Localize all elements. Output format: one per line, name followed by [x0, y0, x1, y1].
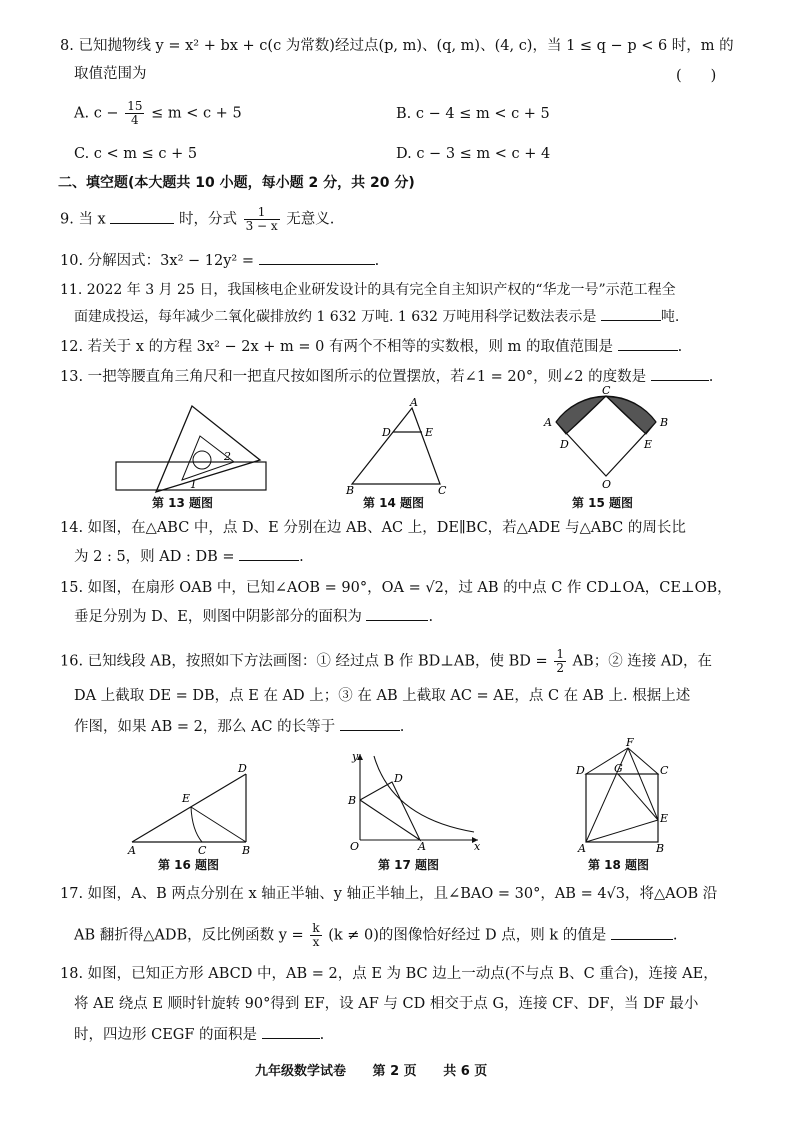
figure-16	[124, 760, 260, 857]
fig16-segment-eb	[191, 807, 246, 842]
q16-half-denominator: 2	[556, 661, 564, 675]
q8-option-a-fraction	[125, 100, 144, 127]
q17-line1: 17. 如图，A、B 两点分别在 x 轴正半轴、y 轴正半轴上，且∠BAO = 30°，AB = 4√3，将△AOB 沿	[60, 886, 718, 902]
fig18-label-g: G	[614, 762, 623, 775]
section-2-header: 二、填空题(本大题共 10 小题，每小题 2 分，共 20 分)	[58, 175, 415, 191]
q9-numerator: 1	[244, 206, 280, 220]
figure-14	[344, 396, 454, 497]
fig15-label-c: C	[602, 384, 611, 397]
q9-denominator: 3 − x	[245, 219, 278, 233]
q17-k-numerator: k	[312, 921, 320, 935]
fig18-label-b: B	[656, 842, 665, 855]
fig16-label-d: D	[238, 762, 247, 775]
fig18-label-d: D	[576, 764, 585, 777]
q16-line1a: 16. 已知线段 AB，按照如下方法画图：① 经过点 B 作 BD⊥AB，使 BD =	[60, 653, 548, 670]
q8-option-b: B. c − 4 ≤ m < c + 5	[396, 106, 550, 122]
q14-line2-text: 为 2 : 5，则 AD : DB =	[74, 549, 235, 565]
q17-k-fraction	[310, 922, 321, 949]
q17-line2	[74, 922, 677, 949]
fig15-label-a: A	[544, 416, 552, 429]
fig15-label-e: E	[644, 438, 653, 451]
fig16-label-b: B	[242, 844, 251, 857]
q11-line2	[74, 306, 679, 327]
q9-suffix: 无意义.	[286, 211, 335, 228]
fig17-caption: 第 17 题图	[378, 858, 440, 872]
q15-answer-blank[interactable]	[366, 606, 428, 621]
q11-answer-blank[interactable]	[601, 306, 661, 321]
q14-line1: 14. 如图，在△ABC 中，点 D、E 分别在边 AB、AC 上，DE∥BC，若△ADE 与△ABC 的周长比	[60, 520, 686, 536]
q14-answer-blank[interactable]	[239, 546, 299, 561]
fig16-arc-ec	[191, 807, 202, 842]
q12-answer-blank[interactable]	[618, 336, 678, 351]
q18-line3-text: 时，四边形 CEGF 的面积是	[74, 1027, 258, 1043]
q16-line3-text: 作图，如果 AB = 2，那么 AC 的长等于	[74, 719, 336, 735]
q10-text: 10. 分解因式：3x² − 12y² =	[60, 253, 254, 269]
fig15-label-d: D	[560, 438, 569, 451]
q15-line2-text: 垂足分别为 D、E，则图中阴影部分的面积为	[74, 609, 362, 625]
q13	[60, 366, 713, 387]
q12	[60, 336, 682, 357]
fig16-caption: 第 16 题图	[158, 858, 220, 872]
fig14-label-a: A	[410, 396, 418, 409]
fig17-triangle-adb	[360, 782, 420, 840]
fig18-label-f: F	[626, 736, 634, 749]
q16-line2: DA 上截取 DE = DB，点 E 在 AD 上；③ 在 AB 上截取 AC = AE，点 C 在 AB 上. 根据上述	[74, 688, 691, 704]
q8-option-a	[74, 100, 242, 127]
q8-answer-paren: ( )	[676, 68, 717, 84]
q8-option-c: C. c < m ≤ c + 5	[74, 146, 198, 162]
q9-middle: 时，分式	[178, 211, 237, 228]
fig13-label-angle1: 1	[190, 478, 197, 491]
q18-answer-blank[interactable]	[262, 1024, 320, 1039]
q13-answer-blank[interactable]	[651, 366, 709, 381]
q18-line2: 将 AE 绕点 E 顺时针旋转 90°得到 EF，设 AF 与 CD 相交于点 G，连接 CF、DF，当 DF 最小	[74, 996, 699, 1012]
fig18-caption: 第 18 题图	[588, 858, 650, 872]
q17-end: .	[672, 927, 678, 944]
fig17-label-o: O	[350, 840, 360, 853]
q16-line1b: AB；② 连接 AD，在	[572, 653, 713, 670]
fig17-hyperbola	[374, 756, 474, 832]
q8-line2: 取值范围为	[74, 66, 147, 82]
fig15-label-b: B	[660, 416, 669, 429]
q16-answer-blank[interactable]	[340, 716, 400, 731]
q10-end: .	[374, 253, 380, 269]
q8-option-a-denominator: 4	[131, 113, 139, 127]
q8-option-a-suffix: ≤ m < c + 5	[151, 105, 242, 122]
q17-k-denominator: x	[312, 935, 320, 949]
q17-answer-blank[interactable]	[611, 925, 673, 940]
fig13-hole	[193, 451, 211, 469]
fig16-label-c: C	[198, 844, 207, 857]
fig14-label-c: C	[438, 484, 447, 497]
q8-option-a-numerator: 15	[127, 99, 143, 113]
q16-line3	[74, 716, 404, 737]
fig16-label-e: E	[182, 792, 191, 805]
q13-text: 13. 一把等腰直角三角尺和一把直尺按如图所示的位置摆放，若∠1 = 20°，则∠2 的度数是	[60, 369, 647, 385]
fig17-label-d: D	[394, 772, 403, 785]
fig13-triangle	[156, 406, 260, 492]
q17-line2a: AB 翻折得△ADB，反比例函数 y =	[74, 927, 304, 944]
fig13-caption: 第 13 题图	[152, 496, 214, 510]
fig17-label-a: A	[418, 840, 426, 853]
footer-total-pages: 共 6 页	[443, 1064, 488, 1079]
figure-13	[112, 400, 272, 492]
fig18-segment-eg	[618, 774, 658, 820]
fig13-label-angle2: 2	[224, 450, 231, 463]
page-footer	[255, 1060, 509, 1079]
q12-text: 12. 若关于 x 的方程 3x² − 2x + m = 0 有两个不相等的实数根，则 m 的取值范围是	[60, 339, 613, 355]
fig15-caption: 第 15 题图	[572, 496, 634, 510]
fig17-label-x: x	[474, 840, 481, 853]
fig14-label-b: B	[346, 484, 355, 497]
q9	[60, 206, 334, 233]
q9-fraction	[244, 206, 280, 233]
q10-answer-blank[interactable]	[259, 250, 375, 265]
q10	[60, 250, 379, 271]
q16-line1	[60, 648, 712, 675]
fig17-label-y: y	[352, 750, 359, 763]
fig14-label-e: E	[425, 426, 434, 439]
q9-prefix: 9. 当 x	[60, 211, 106, 228]
q11-line1: 11. 2022 年 3 月 25 日，我国核电企业研发设计的具有完全自主知识产权的“华龙一号”示范工程全	[60, 282, 676, 298]
fig16-segment-ad	[132, 774, 246, 842]
q9-answer-blank[interactable]	[110, 209, 174, 224]
figure-18	[574, 736, 674, 855]
q8-line1: 8. 已知抛物线 y = x² + bx + c(c 为常数)经过点(p, m)、(q, m)、(4, c)，当 1 ≤ q − p < 6 时，m 的	[60, 38, 734, 54]
fig18-label-a: A	[578, 842, 586, 855]
q17-line2b: (k ≠ 0)的图像恰好经过 D 点，则 k 的值是	[328, 927, 607, 944]
fig18-label-c: C	[660, 764, 669, 777]
fig14-triangle-abc	[352, 408, 440, 484]
q15-line2	[74, 606, 433, 627]
q18-line3	[74, 1024, 324, 1045]
q14-end: .	[299, 549, 304, 565]
q12-end: .	[677, 339, 683, 355]
q18-end: .	[319, 1027, 325, 1043]
figure-15	[540, 384, 670, 491]
q16-half-numerator: 1	[556, 647, 564, 661]
footer-page-number: 第 2 页	[372, 1064, 417, 1079]
figure-17	[344, 748, 484, 852]
fig17-label-b: B	[348, 794, 357, 807]
fig18-segment-ae	[586, 820, 658, 842]
fig14-label-d: D	[382, 426, 391, 439]
fig15-label-o: O	[602, 478, 612, 491]
q8-option-a-prefix: A. c −	[74, 105, 119, 122]
fig18-segment-ef	[628, 748, 658, 820]
q18-line1: 18. 如图，已知正方形 ABCD 中，AB = 2，点 E 为 BC 边上一动点(不与点 B、C 重合)，连接 AE，	[60, 966, 718, 982]
fig16-label-a: A	[128, 844, 136, 857]
q15-line1: 15. 如图，在扇形 OAB 中，已知∠AOB = 90°，OA = √2，过 AB 的中点 C 作 CD⊥OA，CE⊥OB，	[60, 580, 732, 596]
q16-end: .	[399, 719, 405, 735]
fig14-caption: 第 14 题图	[363, 496, 425, 510]
q16-half-fraction	[554, 648, 566, 675]
q8-option-d: D. c − 3 ≤ m < c + 4	[396, 146, 551, 162]
footer-title: 九年级数学试卷	[255, 1064, 347, 1079]
q11-line2-text: 面建成投运，每年减少二氧化碳排放约 1 632 万吨. 1 632 万吨用科学记数法表示是	[74, 309, 597, 325]
q13-end: .	[708, 369, 714, 385]
q14-line2	[74, 546, 304, 567]
q15-end: .	[428, 609, 434, 625]
fig18-label-e: E	[660, 812, 669, 825]
q11-end: 吨.	[660, 309, 680, 325]
